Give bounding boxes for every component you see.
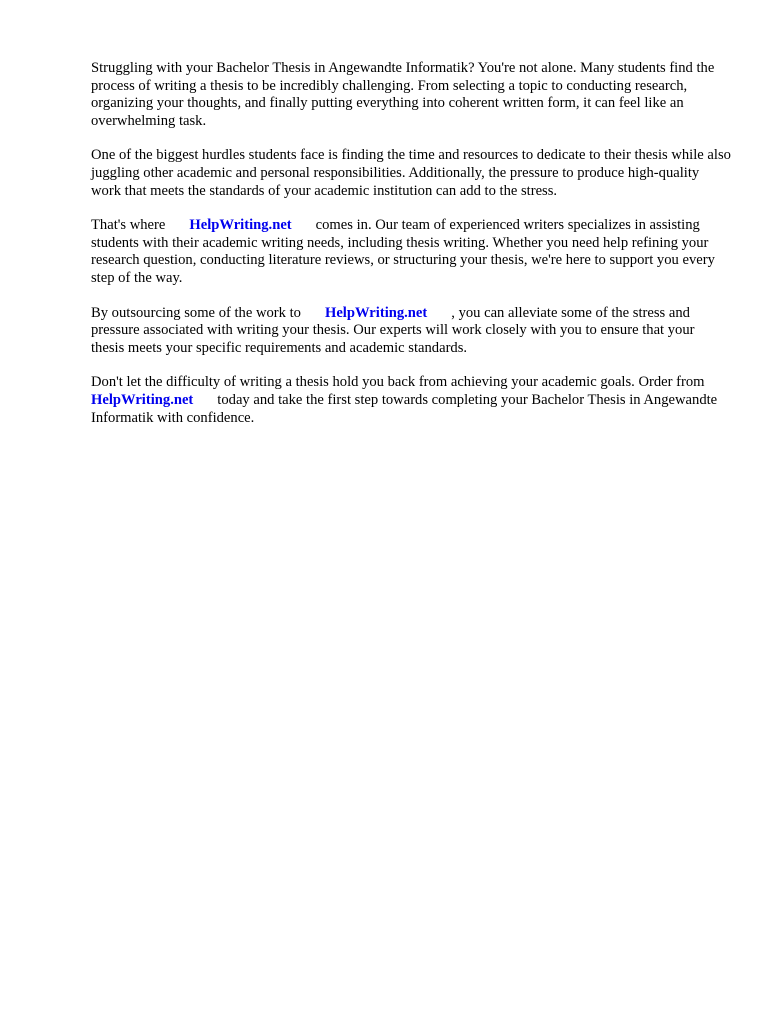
helpwriting-link-3[interactable]: HelpWriting.net — [91, 391, 194, 408]
helpwriting-link-1[interactable]: HelpWriting.net — [189, 217, 292, 234]
paragraph-thats-where-lead: That's where — [91, 217, 166, 234]
paragraph-intro: Struggling with your Bachelor Thesis in Angewandte Informatik? You're not alone. Many students find the process of writing a thesis to be incredibly challenging. From selecting a topic to conducting research, organizing your thoughts, and finally putting everything into coherent written form, it can feel like an overwhelming task. — [91, 60, 715, 129]
paragraph-hurdles: One of the biggest hurdles students face is finding the time and resources to dedicate to their thesis while also juggling other academic and personal responsibilities. Additionally, the pressure to produce high-quality work that meets the standards of your academic institution can add to the stress. — [91, 147, 731, 199]
paragraph-thats-where — [91, 217, 731, 287]
paragraph-closing-rest: today and take the first step towards completing your Bachelor Thesis in Angewandte Informatik with confidence. — [91, 391, 718, 426]
paragraph-outsourcing-lead: By outsourcing some of the work to — [91, 304, 301, 321]
paragraph-closing-lead: Don't let the difficulty of writing a thesis hold you back from achieving your academic goals. Order from — [91, 374, 705, 391]
paragraph-outsourcing — [91, 305, 731, 358]
helpwriting-link-2[interactable]: HelpWriting.net — [324, 304, 428, 321]
paragraph-outsourcing-rest: , you can alleviate some of the stress and pressure associated with writing your thesis. Our experts will work closely with you to ensure that your thesis meets your specific requirements and academic standards. — [91, 304, 695, 356]
paragraph-thats-where-rest: comes in. Our team of experienced writers specializes in assisting students with their academic writing needs, including thesis writing. Whether you need help refining your research question, conducting literature reviews, or structuring your thesis, we're here to support you every step of the way. — [91, 217, 715, 286]
document-page — [91, 60, 731, 444]
paragraph-closing — [91, 374, 731, 427]
